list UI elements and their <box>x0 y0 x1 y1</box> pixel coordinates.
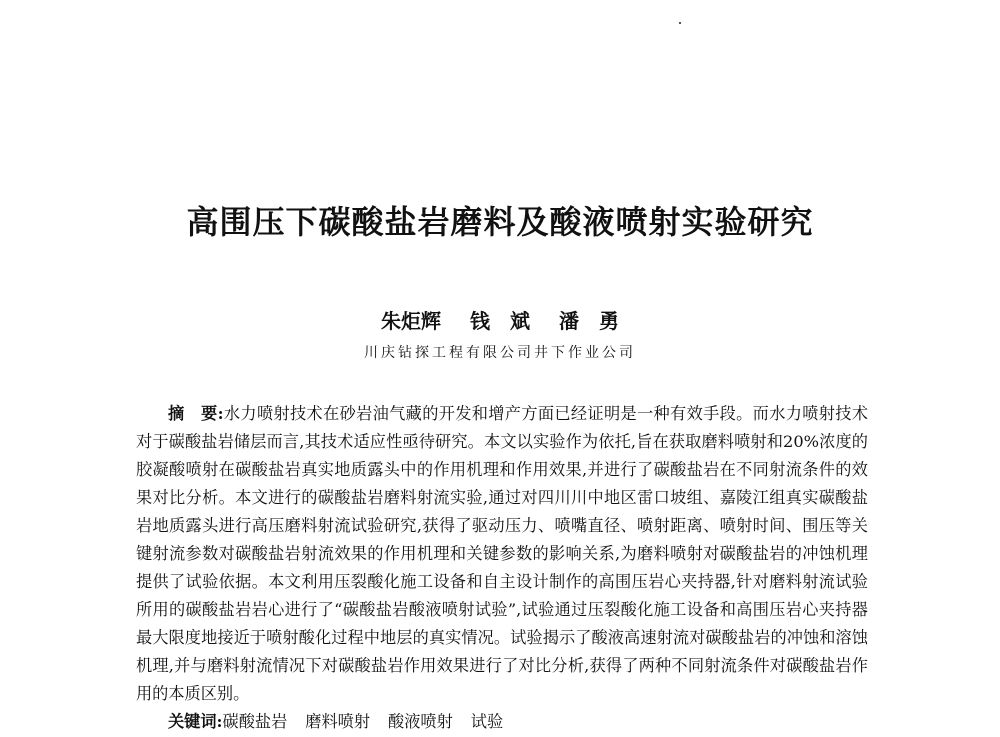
abstract-paragraph <box>136 400 868 708</box>
author-name: 潘 勇 <box>558 309 619 333</box>
abstract-text: 水力喷射技术在砂岩油气藏的开发和增产方面已经证明是一种有效手段。而水力喷射技术对于碳酸盐岩储层而言,其技术适应性亟待研究。本文以实验作为依托,旨在获取磨料喷射和20%浓度的胶凝酸喷射在碳酸盐岩真实地质露头中的作用机理和作用效果,并进行了碳酸盐岩在不同射流条件的效果对比分析。本文进行的碳酸盐岩磨料射流实验,通过对四川川中地区雷口坡组、嘉陵江组真实碳酸盐岩地质露头进行高压磨料射流试验研究,获得了驱动压力、喷嘴直径、喷射距离、喷射时间、围压等关键射流参数对碳酸盐岩射流效果的作用机理和关键参数的影响关系,为磨料喷射对碳酸盐岩的冲蚀机理提供了试验依据。本文利用压裂酸化施工设备和自主设计制作的高围压岩心夹持器,针对磨料射流试验所用的碳酸盐岩岩心进行了“碳酸盐岩酸液喷射试验”,试验通过压裂酸化施工设备和高围压岩心夹持器最大限度地接近于喷射酸化过程中地层的真实情况。试验揭示了酸液高速射流对碳酸盐岩的冲蚀和溶蚀机理,并与磨料射流情况下对碳酸盐岩作用效果进行了对比分析,获得了两种不同射流条件对碳酸盐岩作用的本质区别。 <box>136 404 869 703</box>
abstract-label: 摘 要: <box>168 404 224 423</box>
keyword: 酸液喷射 <box>388 712 453 731</box>
keyword: 磨料喷射 <box>305 712 371 731</box>
keywords-label: 关键词: <box>168 712 223 731</box>
scan-speck <box>679 22 681 24</box>
author-affiliation: 川庆钻探工程有限公司井下作业公司 <box>364 345 636 361</box>
keyword: 试验 <box>470 712 504 731</box>
keyword: 碳酸盐岩 <box>222 712 288 731</box>
author-name: 钱 斌 <box>470 309 530 333</box>
author-name: 朱炬辉 <box>381 309 442 333</box>
keywords-line <box>168 708 868 736</box>
paper-title: 高围压下碳酸盐岩磨料及酸液喷射实验研究 <box>186 203 814 241</box>
author-list <box>0 307 1000 335</box>
